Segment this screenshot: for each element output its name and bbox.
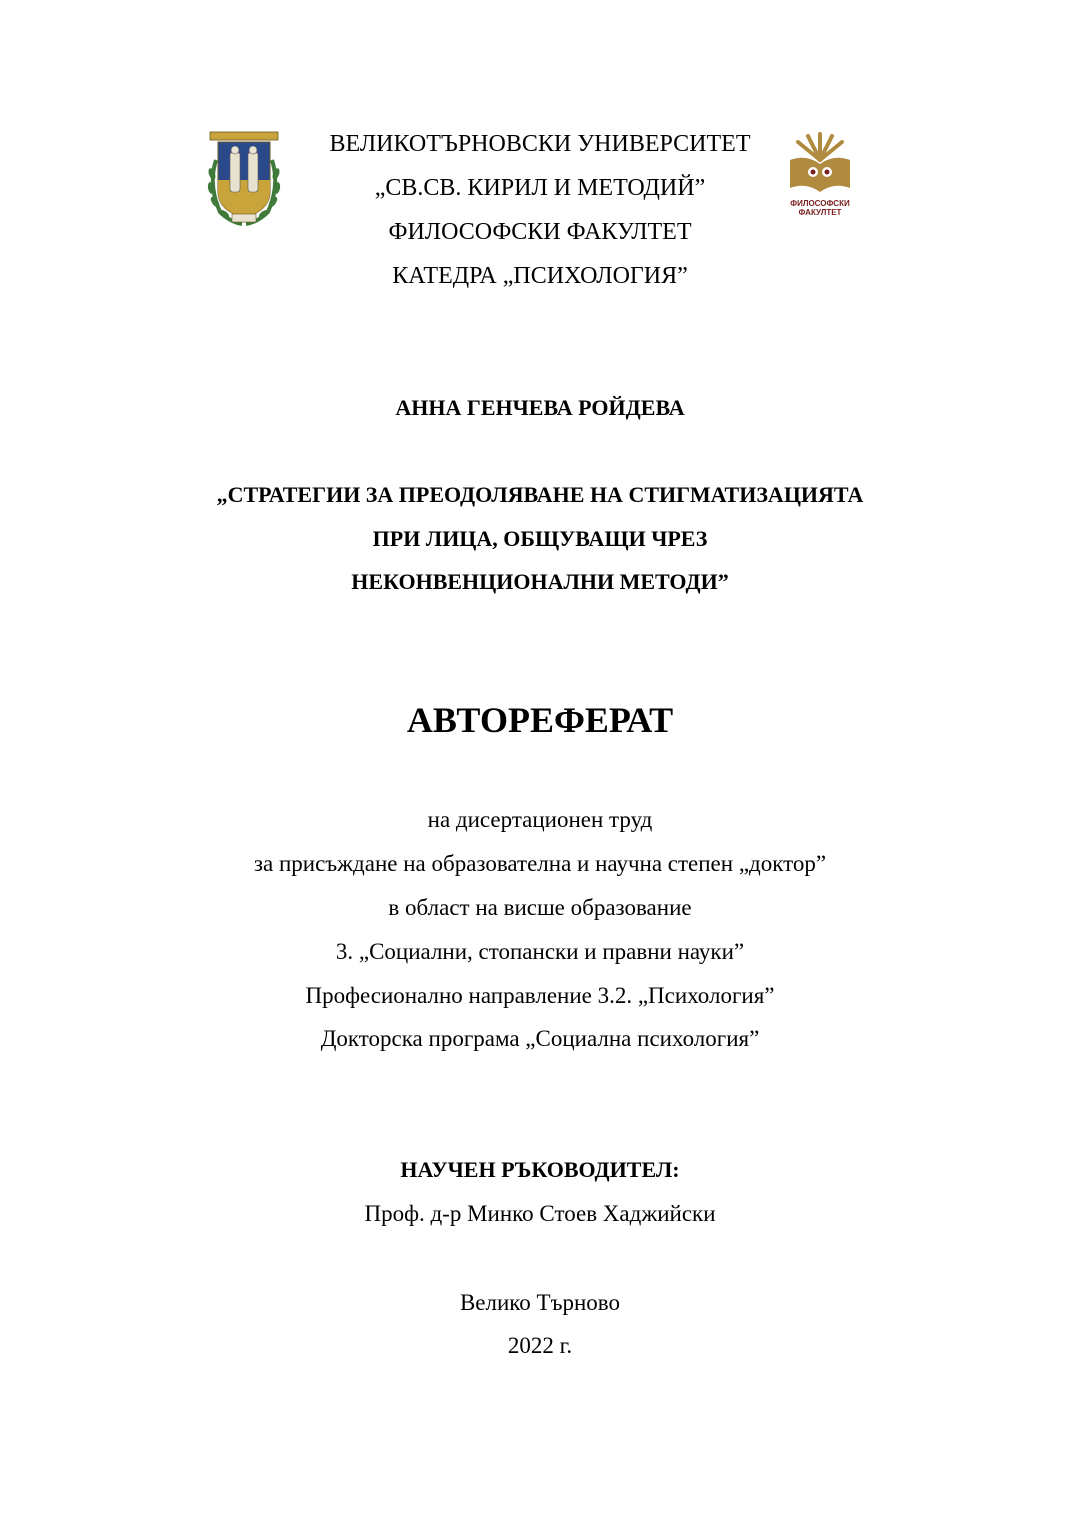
description-line6: Докторска програма „Социална психология” [320, 1026, 760, 1051]
thesis-title-line1: „СТРАТЕГИИ ЗА ПРЕОДОЛЯВАНЕ НА СТИГМАТИЗАЦИЯТА [216, 482, 864, 507]
description-line5: Професионално направление 3.2. „Психология” [305, 983, 775, 1008]
supervisor-name: Проф. д-р Минко Стоев Хаджийски [364, 1201, 716, 1226]
university-name-line2: „СВ.СВ. КИРИЛ И МЕТОДИЙ” [374, 175, 706, 201]
faculty-name: ФИЛОСОФСКИ ФАКУЛТЕТ [388, 219, 692, 245]
faculty-logo-caption-line1: ФИЛОСОФСКИ [790, 199, 850, 208]
university-name-line1: ВЕЛИКОТЪРНОВСКИ УНИВЕРСИТЕТ [329, 131, 751, 157]
document-type-heading: АВТОРЕФЕРАТ [406, 700, 674, 740]
year: 2022 г. [507, 1333, 573, 1358]
city: Велико Търново [459, 1290, 621, 1315]
author-name: АННА ГЕНЧЕВА РОЙДЕВА [395, 395, 685, 420]
department-name: КАТЕДРА „ПСИХОЛОГИЯ” [392, 263, 688, 289]
description-line2: за присъждане на образователна и научна степен „доктор” [253, 851, 827, 876]
thesis-title-line2: ПРИ ЛИЦА, ОБЩУВАЩИ ЧРЕЗ [372, 526, 708, 551]
supervisor-label: НАУЧЕН РЪКОВОДИТЕЛ: [400, 1157, 680, 1182]
description-line4: 3. „Социални, стопански и правни науки” [335, 939, 745, 964]
faculty-logo-caption-line2: ФАКУЛТЕТ [798, 208, 842, 217]
thesis-title-line3: НЕКОНВЕНЦИОНАЛНИ МЕТОДИ” [351, 569, 729, 594]
description-line3: в област на висше образование [388, 895, 692, 920]
description-line1: на дисертационен труд [427, 807, 653, 832]
